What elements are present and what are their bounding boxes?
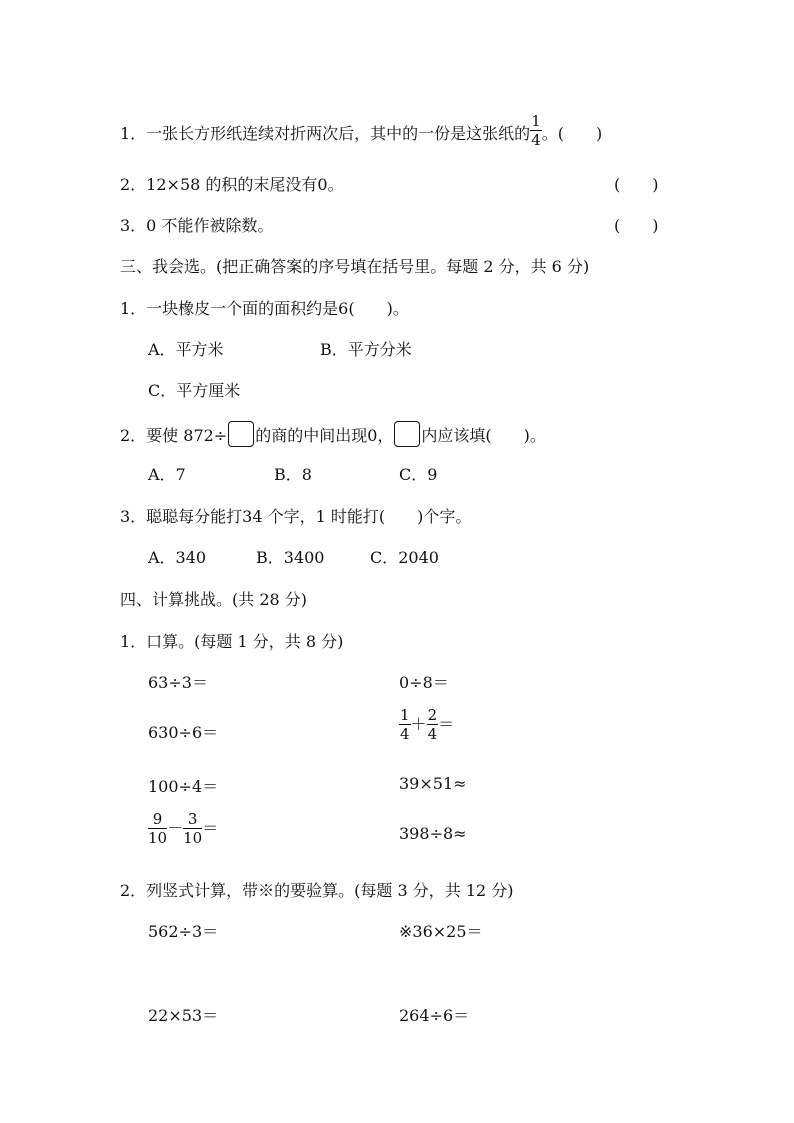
judge-q3-answer-paren[interactable]: ( ) xyxy=(614,216,659,235)
sub-section-2-title: 2．列竖式计算，带※的要验算。(每题 3 分，共 12 分) xyxy=(120,881,514,900)
fraction xyxy=(183,812,202,846)
fraction xyxy=(427,708,439,742)
oral-calc-item: 0÷8＝ xyxy=(399,673,449,692)
fraction-numerator: 9 xyxy=(148,812,167,829)
vertical-calc-item: 22×53＝ xyxy=(148,1006,219,1025)
blank-box[interactable] xyxy=(394,421,420,447)
oral-calc-item: 630÷6＝ xyxy=(148,723,219,742)
choice-q3-option-a[interactable]: A．340 xyxy=(148,548,207,567)
oral-calc-item: 39×51≈ xyxy=(399,774,467,793)
sub-section-1-title: 1．口算。(每题 1 分，共 8 分) xyxy=(120,632,344,651)
fraction-denominator: 4 xyxy=(427,725,438,743)
choice-q2-text-end: 内应该填( )。 xyxy=(421,426,546,445)
oral-calc-item: 63÷3＝ xyxy=(148,673,208,692)
choice-q2-text-start: 2．要使 872÷ xyxy=(120,426,228,445)
choice-q3-option-c[interactable]: C．2040 xyxy=(370,548,439,567)
fraction-denominator: 10 xyxy=(183,829,203,847)
fraction xyxy=(148,812,167,846)
choice-q2-option-a[interactable]: A．7 xyxy=(148,465,186,484)
section-3-title: 三、我会选。(把正确答案的序号填在括号里。每题 2 分，共 6 分) xyxy=(120,257,590,276)
choice-q1-option-a[interactable]: A．平方米 xyxy=(148,340,224,359)
oral-calc-item: 398÷8≈ xyxy=(399,824,467,843)
oral-calc-fraction-item xyxy=(148,812,218,846)
fraction xyxy=(399,708,411,742)
judge-q1-text: 1．一张长方形纸连续对折两次后，其中的一份是这张纸的 xyxy=(120,124,531,143)
equals-sign: ＝ xyxy=(438,714,455,734)
fraction-denominator: 4 xyxy=(531,131,541,149)
choice-question-3: 3．聪聪每分能打34 个字，1 时能打( )个字。 xyxy=(120,507,472,526)
judge-question-3: 3．0 不能作被除数。 xyxy=(120,216,274,235)
judge-question-1 xyxy=(120,114,602,148)
choice-q2-option-c[interactable]: C．9 xyxy=(399,465,438,484)
blank-box[interactable] xyxy=(228,421,254,447)
choice-q1-option-b[interactable]: B．平方分米 xyxy=(320,340,412,359)
judge-q1-answer-paren[interactable]: 。( ) xyxy=(541,124,603,143)
choice-question-2 xyxy=(120,421,546,447)
choice-q2-text-middle: 的商的中间出现0， xyxy=(255,426,394,445)
choice-q2-option-b[interactable]: B．8 xyxy=(274,465,312,484)
choice-q1-option-c[interactable]: C．平方厘米 xyxy=(148,381,241,400)
oral-calc-fraction-item xyxy=(399,708,454,742)
fraction-denominator: 10 xyxy=(148,829,168,847)
fraction-numerator: 1 xyxy=(400,706,410,724)
fraction-numerator: 1 xyxy=(531,112,541,130)
oral-calc-item: 100÷4＝ xyxy=(148,777,219,796)
section-4-title: 四、计算挑战。(共 28 分) xyxy=(120,590,308,609)
choice-q3-option-b[interactable]: B．3400 xyxy=(256,548,325,567)
choice-question-1: 1．一块橡皮一个面的面积约是6( )。 xyxy=(120,299,409,318)
vertical-calc-item: 562÷3＝ xyxy=(148,922,219,941)
minus-sign: － xyxy=(167,818,184,838)
judge-q2-answer-paren[interactable]: ( ) xyxy=(614,175,659,194)
fraction-one-quarter xyxy=(530,114,542,148)
equals-sign: ＝ xyxy=(202,818,219,838)
fraction-denominator: 4 xyxy=(400,725,410,743)
judge-question-2: 2．12×58 的积的末尾没有0。 xyxy=(120,175,344,194)
fraction-numerator: 2 xyxy=(427,706,438,724)
vertical-calc-item: ※36×25＝ xyxy=(399,922,483,941)
plus-sign: ＋ xyxy=(410,714,427,734)
fraction-numerator: 3 xyxy=(183,812,202,829)
vertical-calc-item: 264÷6＝ xyxy=(399,1006,470,1025)
